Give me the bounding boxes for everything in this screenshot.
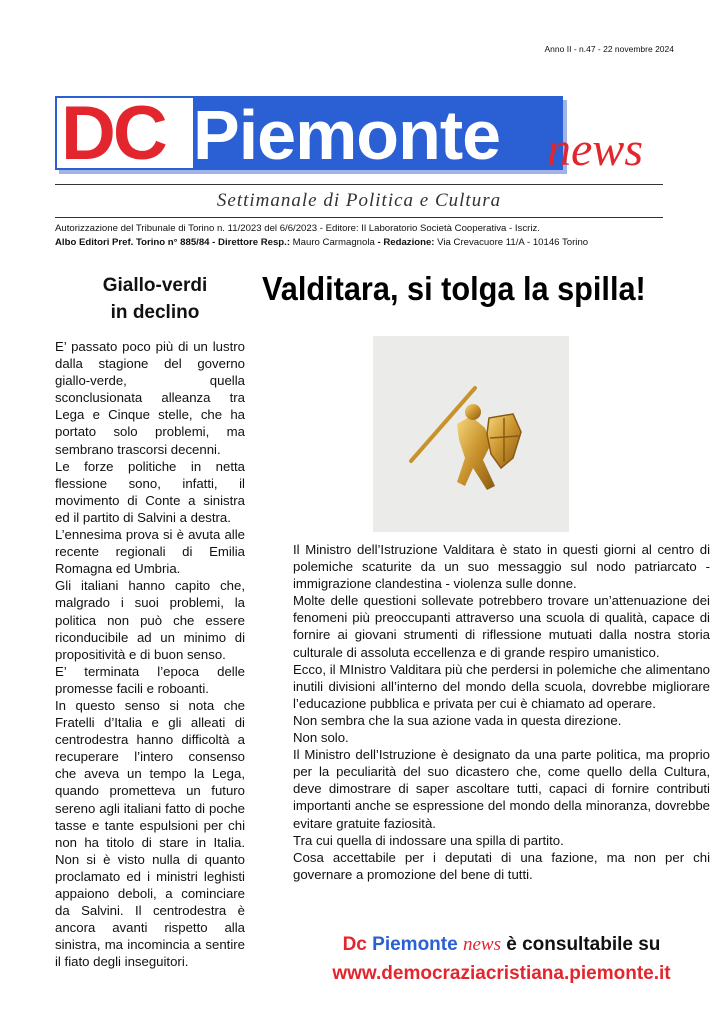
left-article-title (55, 272, 255, 326)
left-paragraph: In questo senso si nota che Fratelli d’Italia e gli alleati di centrodestra hanno difficoltà a recuperare l’intero consenso che aveva un tempo la Lega, quando prometteva un futuro sereno agli italiani fatto di poche tasse e tante espulsioni per chi non ha titolo di stare in Italia. Non si è visto nulla di quanto proclamato ed i ministri leghisti appaiono deboli, a cominciare da Salvini. Il centrodestra è ancora avanti rispetto alla sinistra, ma incomincia a sentire il fiato degli inseguitori. (55, 697, 245, 970)
legal-line-1: Autorizzazione del Tribunale di Torino n. 11/2023 del 6/6/2023 - Editore: Il Laboratorio Società Cooperativa - Iscriz. (55, 223, 540, 234)
main-paragraph: Ecco, il MInistro Valditara più che perdersi in polemiche che alimentano inutili divisioni all’interno del mondo della scuola, dovrebbe migliorare l’educazione pubblica e privata per cui è chiamato ad operare. (293, 661, 710, 711)
masthead-logo (55, 90, 670, 182)
main-paragraph: Non solo. (293, 730, 349, 746)
main-paragraph: Il Ministro dell’Istruzione Valditara è stato in questi giorni al centro di polemiche scaturite da un suo messaggio sul nodo patriarcato - immigrazione clandestina - violenza sulle donne. (293, 542, 710, 592)
legal-line-2-bold-b: - Redazione: (377, 237, 435, 248)
issue-info: Anno II - n.47 - 22 novembre 2024 (544, 44, 674, 54)
logo-piemonte-text: Piemonte (193, 96, 501, 174)
left-article-body (55, 338, 245, 970)
left-article-title-line-2: in declino (110, 302, 200, 323)
left-paragraph: L’ennesima prova si è avuta alle recente regionali di Emilia Romagna ed Umbria. (55, 527, 245, 577)
main-article-body (293, 541, 710, 883)
left-paragraph: E’ passato poco più di un lustro dalla stagione del governo giallo-verde, quella sconclusionata alleanza tra Lega e Cinque stelle, che ha portato solo problemi, ma sembrano trascorsi decenni. (55, 339, 245, 457)
warrior-pin-image (373, 336, 569, 532)
pin-photo (373, 336, 569, 532)
masthead-subtitle: Settimanale di Politica e Cultura (216, 190, 502, 211)
legal-line-2-b: Via Crevacuore 11/A - 10146 Torino (434, 237, 589, 248)
main-paragraph: Il Ministro dell’Istruzione è designato da una parte politica, ma proprio per la peculiarità del suo dicastero che, come quello della Cultura, deve dimostrare di saper ascoltare tutti, capaci di fornire contributi importanti anche se espressione del mondo della minoranza, dovrebbe evitare gratuite faziosità. (293, 747, 710, 831)
main-paragraph: Cosa accettabile per i deputati di una fazione, ma non per chi governare a promozione del bene di tutti. (293, 849, 710, 882)
legal-line-2 (55, 236, 665, 250)
main-paragraph: Non sembra che la sua azione vada in questa direzione. (293, 712, 622, 728)
footer-piemonte: Piemonte (372, 934, 458, 955)
legal-notice (55, 222, 665, 250)
footer-website-link[interactable]: www.democraziacristiana.piemonte.it (332, 963, 671, 984)
left-paragraph: Le forze politiche in netta flessione sono, infatti, il movimento di Conte a sinistra ed il partito di Salvini a destra. (55, 458, 245, 525)
legal-line-2-a: Mauro Carmagnola (290, 237, 378, 248)
footer-consult-text: è consultabile su (506, 934, 661, 955)
left-paragraph: Gli italiani hanno capito che, malgrado i suoi problemi, la politica non può che essere riconducibile ad un minimo di propositività e di buon senso. (55, 578, 245, 662)
logo-dc-text: DC (61, 91, 165, 176)
left-paragraph: E’ terminata l’epoca delle promesse facili e roboanti. (55, 663, 245, 696)
main-headline: Valditara, si tolga la spilla! (262, 270, 646, 307)
main-paragraph: Tra cui quella di indossare una spilla di partito. (293, 832, 564, 848)
legal-line-2-bold-a: Albo Editori Pref. Torino n° 885/84 - Direttore Resp.: (55, 237, 291, 248)
logo-news-text: news (547, 123, 643, 176)
footer-news: news (462, 934, 501, 955)
masthead-divider-top (55, 184, 663, 185)
footer-consult-line (293, 932, 710, 958)
left-article-title-line-1: Giallo-verdi (102, 275, 208, 296)
footer-dc: Dc (342, 934, 367, 955)
main-paragraph: Molte delle questioni sollevate potrebbero trovare un’attenuazione dei fenomeni più preoccupanti attraverso una scuola di qualità, capace di fornire ai giovani strumenti di riflessione mutuati dalla nostra storia culturale di assoluta eccellenza e di grande respiro umanistico. (293, 593, 710, 660)
masthead-divider-bottom (55, 217, 663, 218)
